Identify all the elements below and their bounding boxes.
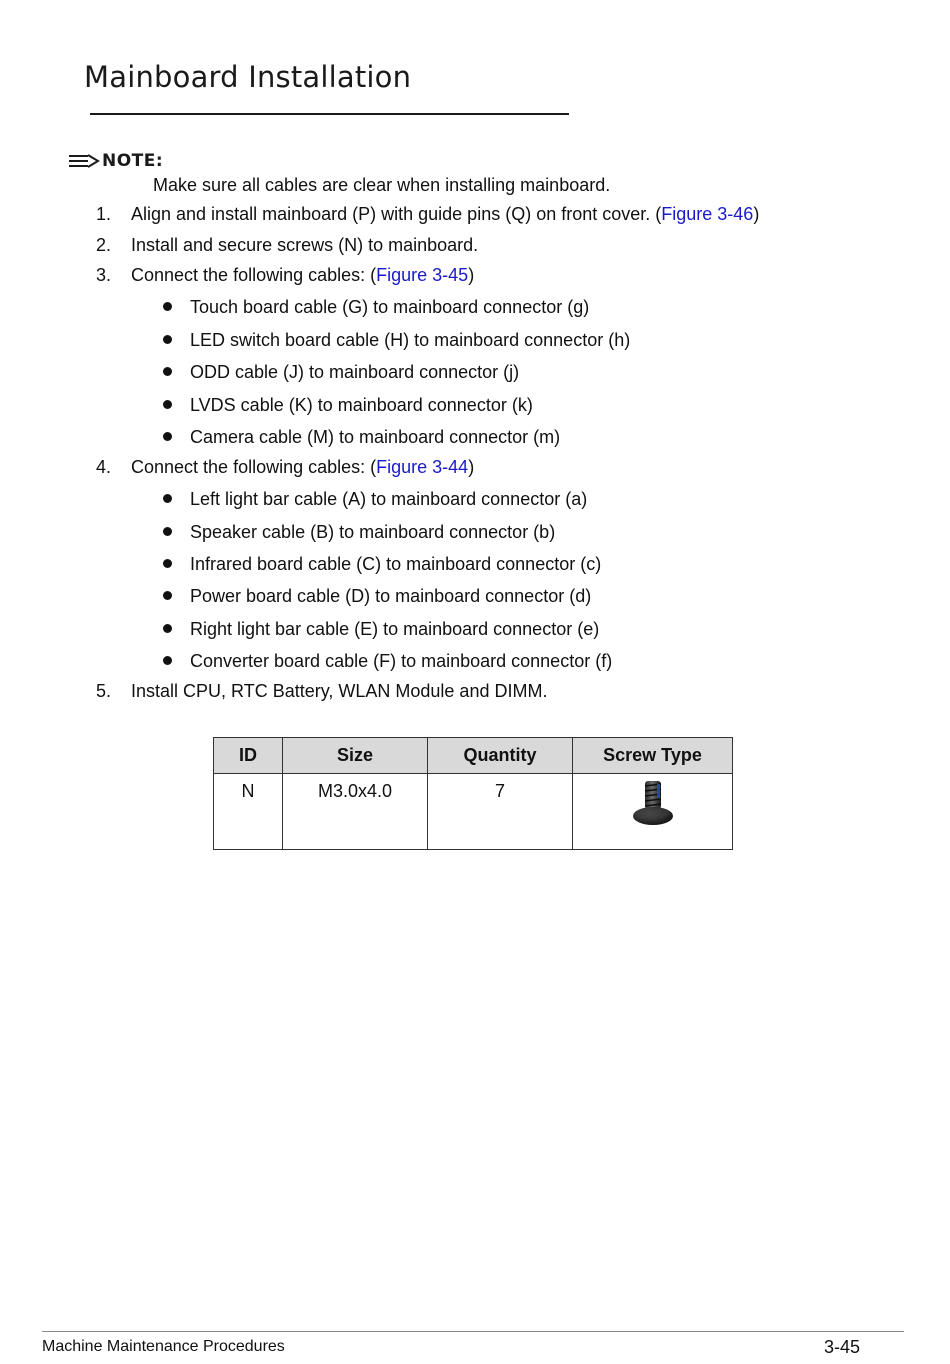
list-item [163,586,591,607]
bullet-icon [163,656,172,665]
bullet-icon [163,591,172,600]
list-item [163,297,589,318]
list-item [163,522,555,543]
step-2 [96,235,478,256]
bullet-text: LED switch board cable (H) to mainboard connector (h) [190,330,631,350]
figure-link[interactable]: Figure 3-45 [376,265,469,285]
note-label: NOTE: [102,151,164,171]
bullet-text: Left light bar cable (A) to mainboard connector (a) [190,489,588,509]
figure-link[interactable]: Figure 3-44 [376,457,469,477]
step-3 [96,265,474,286]
bullet-text: Converter board cable (F) to mainboard connector (f) [190,651,613,671]
bullet-icon [163,559,172,568]
bullet-icon [163,432,172,441]
bullet-icon [163,367,172,376]
step-text: Connect the following cables: ( [131,265,377,285]
note-pencil-icon [68,152,100,170]
list-item [163,427,560,448]
bullet-text: ODD cable (J) to mainboard connector (j) [190,362,520,382]
note-header [68,150,163,172]
table-header-id: ID [214,738,283,774]
table-header-size: Size [283,738,428,774]
step-text: Install CPU, RTC Battery, WLAN Module and DIMM. [131,681,548,701]
step-text: Install and secure screws (N) to mainboard. [131,235,479,255]
screw-icon [631,778,675,830]
bullet-icon [163,527,172,536]
step-text-tail: ) [753,204,760,224]
step-number: 2. [96,235,112,255]
bullet-text: Infrared board cable (C) to mainboard connector (c) [190,554,602,574]
step-4 [96,457,474,478]
step-text: Align and install mainboard (P) with guide pins (Q) on front cover. ( [131,204,662,224]
step-text-tail: ) [468,265,475,285]
bullet-text: Touch board cable (G) to mainboard connector (g) [190,297,590,317]
note-text: Make sure all cables are clear when installing mainboard. [153,175,611,195]
step-number: 4. [96,457,112,477]
step-1 [96,204,759,225]
step-text: Connect the following cables: ( [131,457,377,477]
cell-id: N [214,774,283,850]
cell-quantity: 7 [428,774,573,850]
table-header-screw-type: Screw Type [573,738,733,774]
bullet-icon [163,624,172,633]
step-text-tail: ) [468,457,475,477]
list-item [163,651,612,672]
page-number: 3-45 [824,1337,861,1357]
list-item [163,330,630,351]
bullet-icon [163,400,172,409]
cell-size: M3.0x4.0 [283,774,428,850]
bullet-text: Right light bar cable (E) to mainboard connector (e) [190,619,600,639]
list-item [163,395,533,416]
bullet-text: Power board cable (D) to mainboard connector (d) [190,586,592,606]
list-item [163,619,599,640]
table-row [214,774,733,850]
title-rule [90,113,569,115]
page-title: Mainboard Installation [84,60,412,94]
footer-rule [42,1331,904,1332]
list-item [163,554,601,575]
screw-table [213,737,733,850]
bullet-icon [163,494,172,503]
table-header-quantity: Quantity [428,738,573,774]
list-item [163,362,519,383]
step-number: 3. [96,265,112,285]
cell-screw-type [573,774,733,850]
figure-link[interactable]: Figure 3-46 [661,204,754,224]
bullet-text: Camera cable (M) to mainboard connector (m) [190,427,561,447]
step-number: 5. [96,681,112,701]
bullet-icon [163,335,172,344]
footer-section-title: Machine Maintenance Procedures [42,1338,285,1355]
list-item [163,489,587,510]
step-number: 1. [96,204,112,224]
bullet-text: Speaker cable (B) to mainboard connector (b) [190,522,556,542]
bullet-icon [163,302,172,311]
step-5 [96,681,547,702]
bullet-text: LVDS cable (K) to mainboard connector (k) [190,395,533,415]
